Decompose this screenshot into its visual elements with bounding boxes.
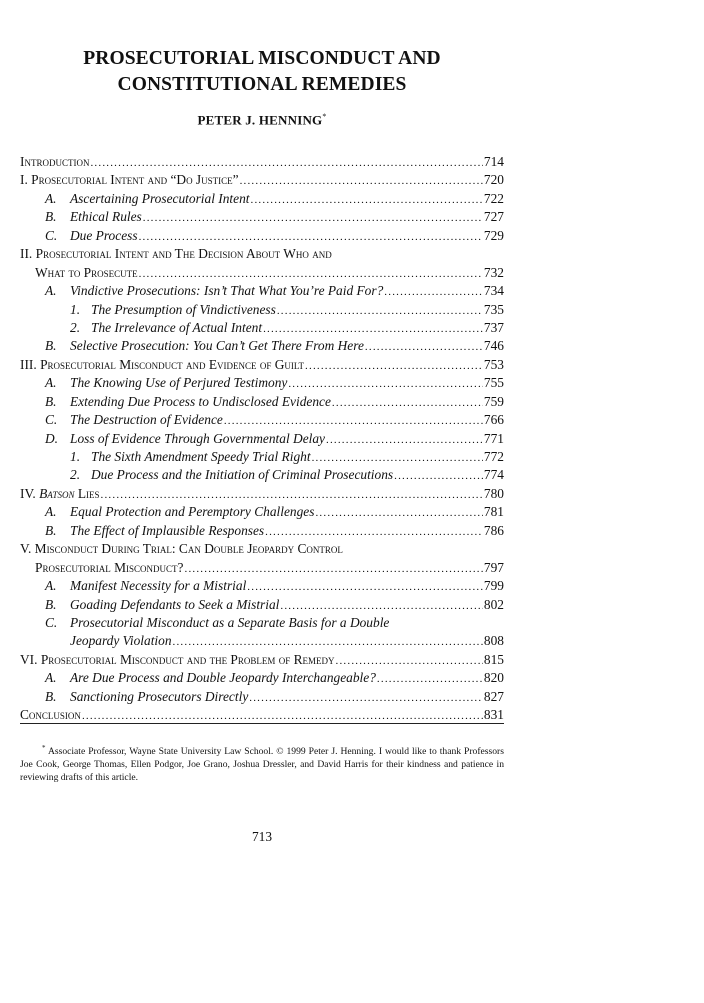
toc-entry-label: B.	[45, 522, 57, 538]
toc-leader-dots	[265, 523, 483, 541]
toc-leader-dots	[377, 670, 483, 688]
toc-entry-label: VI.	[20, 651, 38, 667]
toc-page-number: 772	[483, 449, 504, 464]
toc-entry-text: Prosecutorial Misconduct as a Separate Basis for a Double	[70, 614, 390, 630]
toc-entry-text: Prosecutorial Misconduct and the Problem of Remedy	[40, 651, 335, 667]
footnote-divider	[20, 723, 504, 724]
toc-entry-text: The Knowing Use of Perjured Testimony	[70, 375, 288, 391]
toc-leader-dots	[263, 320, 483, 338]
toc-entry-text: What to Prosecute	[35, 264, 138, 280]
toc-leader-dots	[315, 504, 482, 522]
toc-entry[interactable]	[20, 669, 504, 687]
toc-entry-label: 2.	[70, 319, 81, 335]
toc-entry-text: Prosecutorial Intent and “Do Justice”	[31, 172, 239, 188]
toc-page-number: 780	[483, 485, 504, 501]
toc-leader-dots	[224, 412, 483, 430]
title-line-1: PROSECUTORIAL MISCONDUCT AND	[83, 48, 441, 69]
toc-entry[interactable]	[20, 171, 504, 189]
toc-entry[interactable]	[20, 374, 504, 392]
toc-entry-text: The Presumption of Vindictiveness	[91, 301, 276, 317]
toc-page-number: 732	[483, 264, 504, 280]
toc-entry[interactable]	[20, 540, 504, 558]
toc-page-number: 734	[483, 283, 504, 299]
article-header	[20, 46, 504, 723]
toc-page-number: 808	[483, 633, 504, 649]
toc-page-number: 714	[483, 154, 504, 169]
toc-leader-dots	[365, 338, 483, 356]
toc-leader-dots	[90, 154, 482, 172]
toc-entry-continuation[interactable]	[20, 559, 504, 577]
toc-entry-text: Introduction	[20, 154, 90, 169]
page-number: 713	[251, 829, 273, 844]
toc-entry-text: Sanctioning Prosecutors Directly	[70, 688, 249, 704]
toc-entry-label: A.	[45, 578, 57, 594]
toc-page-number: 759	[483, 393, 504, 409]
toc-entry-label: A.	[45, 670, 57, 686]
toc-page-number: 727	[483, 209, 504, 225]
toc-entry-continuation[interactable]	[20, 632, 504, 650]
toc-page-number: 827	[483, 688, 504, 704]
toc-entry[interactable]	[20, 596, 504, 614]
toc-page-number: 774	[483, 467, 504, 483]
toc-entry[interactable]	[20, 522, 504, 540]
toc-entry[interactable]	[20, 485, 504, 503]
toc-entry-label: B.	[45, 209, 57, 225]
toc-entry[interactable]	[20, 614, 504, 632]
toc-entry-text: Ethical Rules	[70, 209, 142, 225]
footnote-mark: *	[42, 744, 46, 752]
toc-entry-text: Due Process	[70, 227, 138, 243]
toc-entry-label: C.	[45, 412, 58, 428]
toc-leader-dots	[280, 597, 483, 615]
toc-entry-text: Misconduct During Trial: Can Double Jeopardy Control	[34, 541, 343, 557]
toc-entry-text: Loss of Evidence Through Governmental Delay	[70, 430, 325, 446]
toc-leader-dots	[332, 394, 483, 412]
toc-page-number: 797	[483, 559, 504, 575]
toc-leader-dots	[249, 689, 483, 707]
toc-entry[interactable]	[20, 393, 504, 411]
toc-entry[interactable]	[20, 688, 504, 706]
table-of-contents	[20, 153, 504, 725]
toc-entry[interactable]	[20, 245, 504, 263]
toc-leader-dots	[288, 375, 483, 393]
toc-page-number: 786	[483, 522, 504, 538]
toc-entry-text: The Effect of Implausible Responses	[70, 522, 265, 538]
toc-entry-label: A.	[45, 504, 57, 520]
toc-page-number: 802	[483, 596, 504, 612]
author	[20, 112, 504, 128]
toc-entry[interactable]	[20, 430, 504, 448]
toc-leader-dots	[251, 191, 483, 209]
toc-entry[interactable]	[20, 337, 504, 355]
toc-entry-continuation[interactable]	[20, 264, 504, 282]
toc-entry[interactable]	[20, 282, 504, 300]
toc-leader-dots	[336, 652, 483, 670]
author-footnote-mark: *	[322, 112, 327, 121]
toc-entry-text: Lies	[77, 485, 100, 501]
toc-page-number: 766	[483, 412, 504, 428]
toc-entry[interactable]	[20, 651, 504, 669]
toc-entry[interactable]	[20, 153, 504, 171]
toc-leader-dots	[139, 265, 483, 283]
toc-entry[interactable]	[20, 577, 504, 595]
toc-page-number: 722	[483, 190, 504, 206]
toc-entry-label: V.	[20, 541, 32, 557]
toc-page-number: 820	[483, 670, 504, 686]
toc-entry[interactable]	[20, 190, 504, 208]
toc-entry[interactable]	[20, 301, 504, 319]
toc-page-number: 735	[483, 301, 504, 317]
toc-entry-text: Ascertaining Prosecutorial Intent	[70, 190, 250, 206]
footnote-text: Associate Professor, Wayne State University Law School. © 1999 Peter J. Henning. I would like to thank Professors Joe Cook, George Thomas, Ellen Podgor, Joe Grano, Joshua Dressler, and David Harris for their kindness and patience in reviewing drafts of this article.	[20, 746, 504, 784]
toc-entry-label: IV.	[20, 485, 36, 501]
toc-leader-dots	[312, 449, 483, 467]
toc-leader-dots	[101, 486, 483, 504]
title-line-2: CONSTITUTIONAL REMEDIES	[117, 74, 407, 95]
toc-entry[interactable]	[20, 448, 504, 466]
toc-entry-text: Selective Prosecution: You Can’t Get There From Here	[70, 338, 364, 354]
toc-entry-label: C.	[45, 227, 58, 243]
toc-leader-dots	[173, 633, 483, 651]
toc-page-number: 781	[483, 504, 504, 520]
toc-entry-text: Jeopardy Violation	[70, 633, 172, 649]
toc-entry[interactable]	[20, 319, 504, 337]
toc-leader-dots	[305, 357, 483, 375]
toc-entry-label: B.	[45, 688, 57, 704]
toc-entry-text: Extending Due Process to Undisclosed Evidence	[70, 393, 331, 409]
toc-page-number: 746	[483, 338, 504, 354]
toc-entry-text: Prosecutorial Misconduct and Evidence of Guilt	[40, 356, 305, 372]
toc-leader-dots	[277, 302, 483, 320]
toc-leader-dots	[240, 172, 483, 190]
toc-page-number: 771	[483, 430, 504, 446]
toc-leader-dots	[139, 228, 483, 246]
toc-entry-label: II.	[20, 246, 33, 262]
toc-entry-text: Prosecutorial Misconduct?	[35, 559, 184, 575]
toc-leader-dots	[185, 560, 483, 578]
article-title	[20, 46, 504, 98]
toc-leader-dots	[384, 283, 483, 301]
toc-entry-label: A.	[45, 375, 57, 391]
toc-entry[interactable]	[20, 706, 504, 724]
toc-entry-text: The Destruction of Evidence	[70, 412, 223, 428]
toc-entry-text: The Sixth Amendment Speedy Trial Right	[91, 449, 311, 464]
toc-entry-text: The Irrelevance of Actual Intent	[91, 319, 263, 335]
toc-entry-text: Conclusion	[20, 707, 81, 723]
toc-page-number: 799	[483, 578, 504, 594]
toc-entry-text: Are Due Process and Double Jeopardy Interchangeable?	[70, 670, 376, 686]
toc-entry-text: Goading Defendants to Seek a Mistrial	[70, 596, 280, 612]
toc-entry-italic: Batson	[39, 485, 75, 501]
toc-leader-dots	[394, 467, 483, 485]
toc-entry-label: I.	[20, 172, 28, 188]
toc-entry-label: B.	[45, 338, 57, 354]
toc-entry[interactable]	[20, 208, 504, 226]
toc-page-number: 815	[483, 651, 504, 667]
toc-page-number: 720	[483, 172, 504, 188]
toc-entry-text: Prosecutorial Intent and The Decision About Who and	[35, 246, 332, 262]
toc-entry-text: Manifest Necessity for a Mistrial	[70, 578, 247, 594]
toc-entry-label: B.	[45, 393, 57, 409]
toc-entry-text: Due Process and the Initiation of Criminal Prosecutions	[91, 467, 394, 483]
toc-page-number: 737	[483, 319, 504, 335]
toc-entry[interactable]	[20, 411, 504, 429]
toc-leader-dots	[143, 209, 483, 227]
toc-entry-label: III.	[20, 356, 37, 372]
toc-page-number: 831	[483, 707, 504, 723]
toc-entry-label: A.	[45, 283, 57, 299]
toc-entry-text: Equal Protection and Peremptory Challenges	[70, 504, 315, 520]
toc-entry-label: 1.	[70, 301, 81, 317]
author-name: PETER J. HENNING	[197, 112, 323, 128]
toc-entry-label: 1.	[70, 449, 81, 464]
toc-entry[interactable]	[20, 227, 504, 245]
footnote	[20, 742, 504, 784]
toc-leader-dots	[326, 431, 483, 449]
toc-page-number: 753	[483, 356, 504, 372]
toc-entry-label: 2.	[70, 467, 81, 483]
toc-entry-label: B.	[45, 596, 57, 612]
toc-page-number: 729	[483, 227, 504, 243]
toc-page-number: 755	[483, 375, 504, 391]
toc-entry-text: Vindictive Prosecutions: Isn’t That What You’re Paid For?	[70, 283, 384, 299]
toc-entry[interactable]	[20, 356, 504, 374]
toc-entry-label: C.	[45, 614, 58, 630]
toc-entry-label: D.	[45, 430, 59, 446]
toc-entry[interactable]	[20, 503, 504, 521]
toc-leader-dots	[247, 578, 483, 596]
toc-entry[interactable]	[20, 466, 504, 484]
toc-entry-label: A.	[45, 190, 57, 206]
